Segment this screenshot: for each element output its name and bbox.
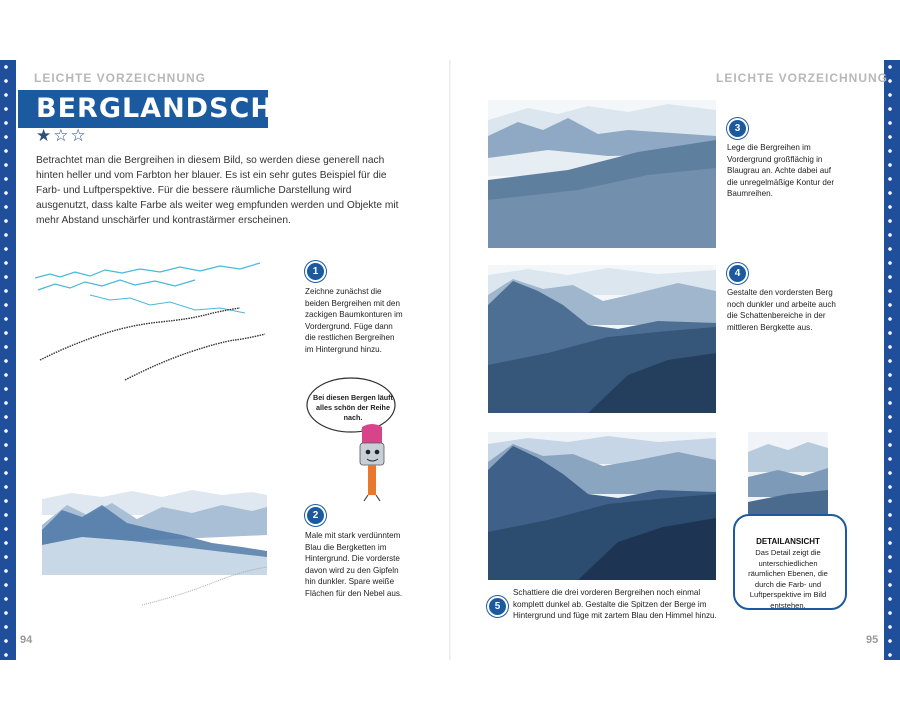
- step-number-3: 3: [727, 118, 748, 139]
- step3-watercolor-image: [488, 100, 716, 248]
- right-dotted-border: [884, 60, 900, 660]
- step-text-1: Zeichne zunächst die beiden Bergreihen mit den zackigen Baumkonturen im Vordergrund. Füge dann die restlichen Bergreihen im Hintergrund hinzu.: [305, 287, 403, 354]
- step-number-1: 1: [305, 261, 326, 282]
- step5-watercolor-image: [488, 432, 716, 580]
- step-text-5: Schattiere die drei vorderen Bergreihen noch einmal komplett dunkel ab. Gestalte die Spitzen der Berge im Hintergrund und füge mit zartem Blau den Himmel hinzu.: [513, 588, 717, 620]
- intro-text: Betrachtet man die Bergreihen in diesem Bild, so werden diese generell nach hinten heller und vom Farbton her blauer. Es ist ein sehr gutes Beispiel für die Farb- und Luftperspektive. Für die bessere räumliche Darstellung wird ausgenutzt, dass kalte Farbe als weiter weg empfunden werden und Objekte mit mehr Abstand unschärfer und kontrastärmer erscheinen.: [36, 155, 399, 226]
- step4-watercolor-image: [488, 265, 716, 413]
- page-number-right: 95: [866, 634, 879, 646]
- section-label-right: LEICHTE VORZEICHNUNG: [716, 71, 889, 85]
- page-fold: [449, 60, 451, 660]
- step-number-2: 2: [305, 505, 326, 526]
- step-number-4: 4: [727, 263, 748, 284]
- page-title: BERGLANDSCHAFT: [36, 93, 335, 124]
- step-text-2: Male mit stark verdünntem Blau die Bergketten im Hintergrund. Die vorderste davon wird zu den Gipfeln hin dunkler. Spare weiße Flächen für den Nebel aus.: [305, 531, 403, 598]
- page-number-left: 94: [20, 634, 33, 646]
- detail-title: DETAILANSICHT: [756, 537, 820, 546]
- step-text-4: Gestalte den vordersten Berg noch dunkler und arbeite auch die Schattenbereiche in der mittleren Bergkette aus.: [727, 288, 836, 332]
- speech-bubble-text: Bei diesen Bergen läuft alles schön der Reihe nach.: [313, 393, 393, 422]
- brush-mascot-icon: [350, 423, 395, 503]
- detail-image: [748, 432, 828, 522]
- detail-text: Das Detail zeigt die unterschiedlichen räumlichen Ebenen, die durch die Farb- und Luftperspektive im Bild entstehen.: [748, 548, 828, 610]
- step-number-5: 5: [487, 596, 508, 617]
- book-spread: [0, 60, 900, 660]
- left-dotted-border: [0, 60, 16, 660]
- step2-watercolor-image: [42, 485, 267, 615]
- section-label-left: LEICHTE VORZEICHNUNG: [34, 71, 207, 85]
- step-text-3: Lege die Bergreihen im Vordergrund großflächig in Blaugrau an. Achte dabei auf die unregelmäßige Kontur der Baumreihen.: [727, 143, 835, 198]
- step1-sketch-image: [30, 250, 270, 385]
- difficulty-stars: ★☆☆: [36, 126, 88, 145]
